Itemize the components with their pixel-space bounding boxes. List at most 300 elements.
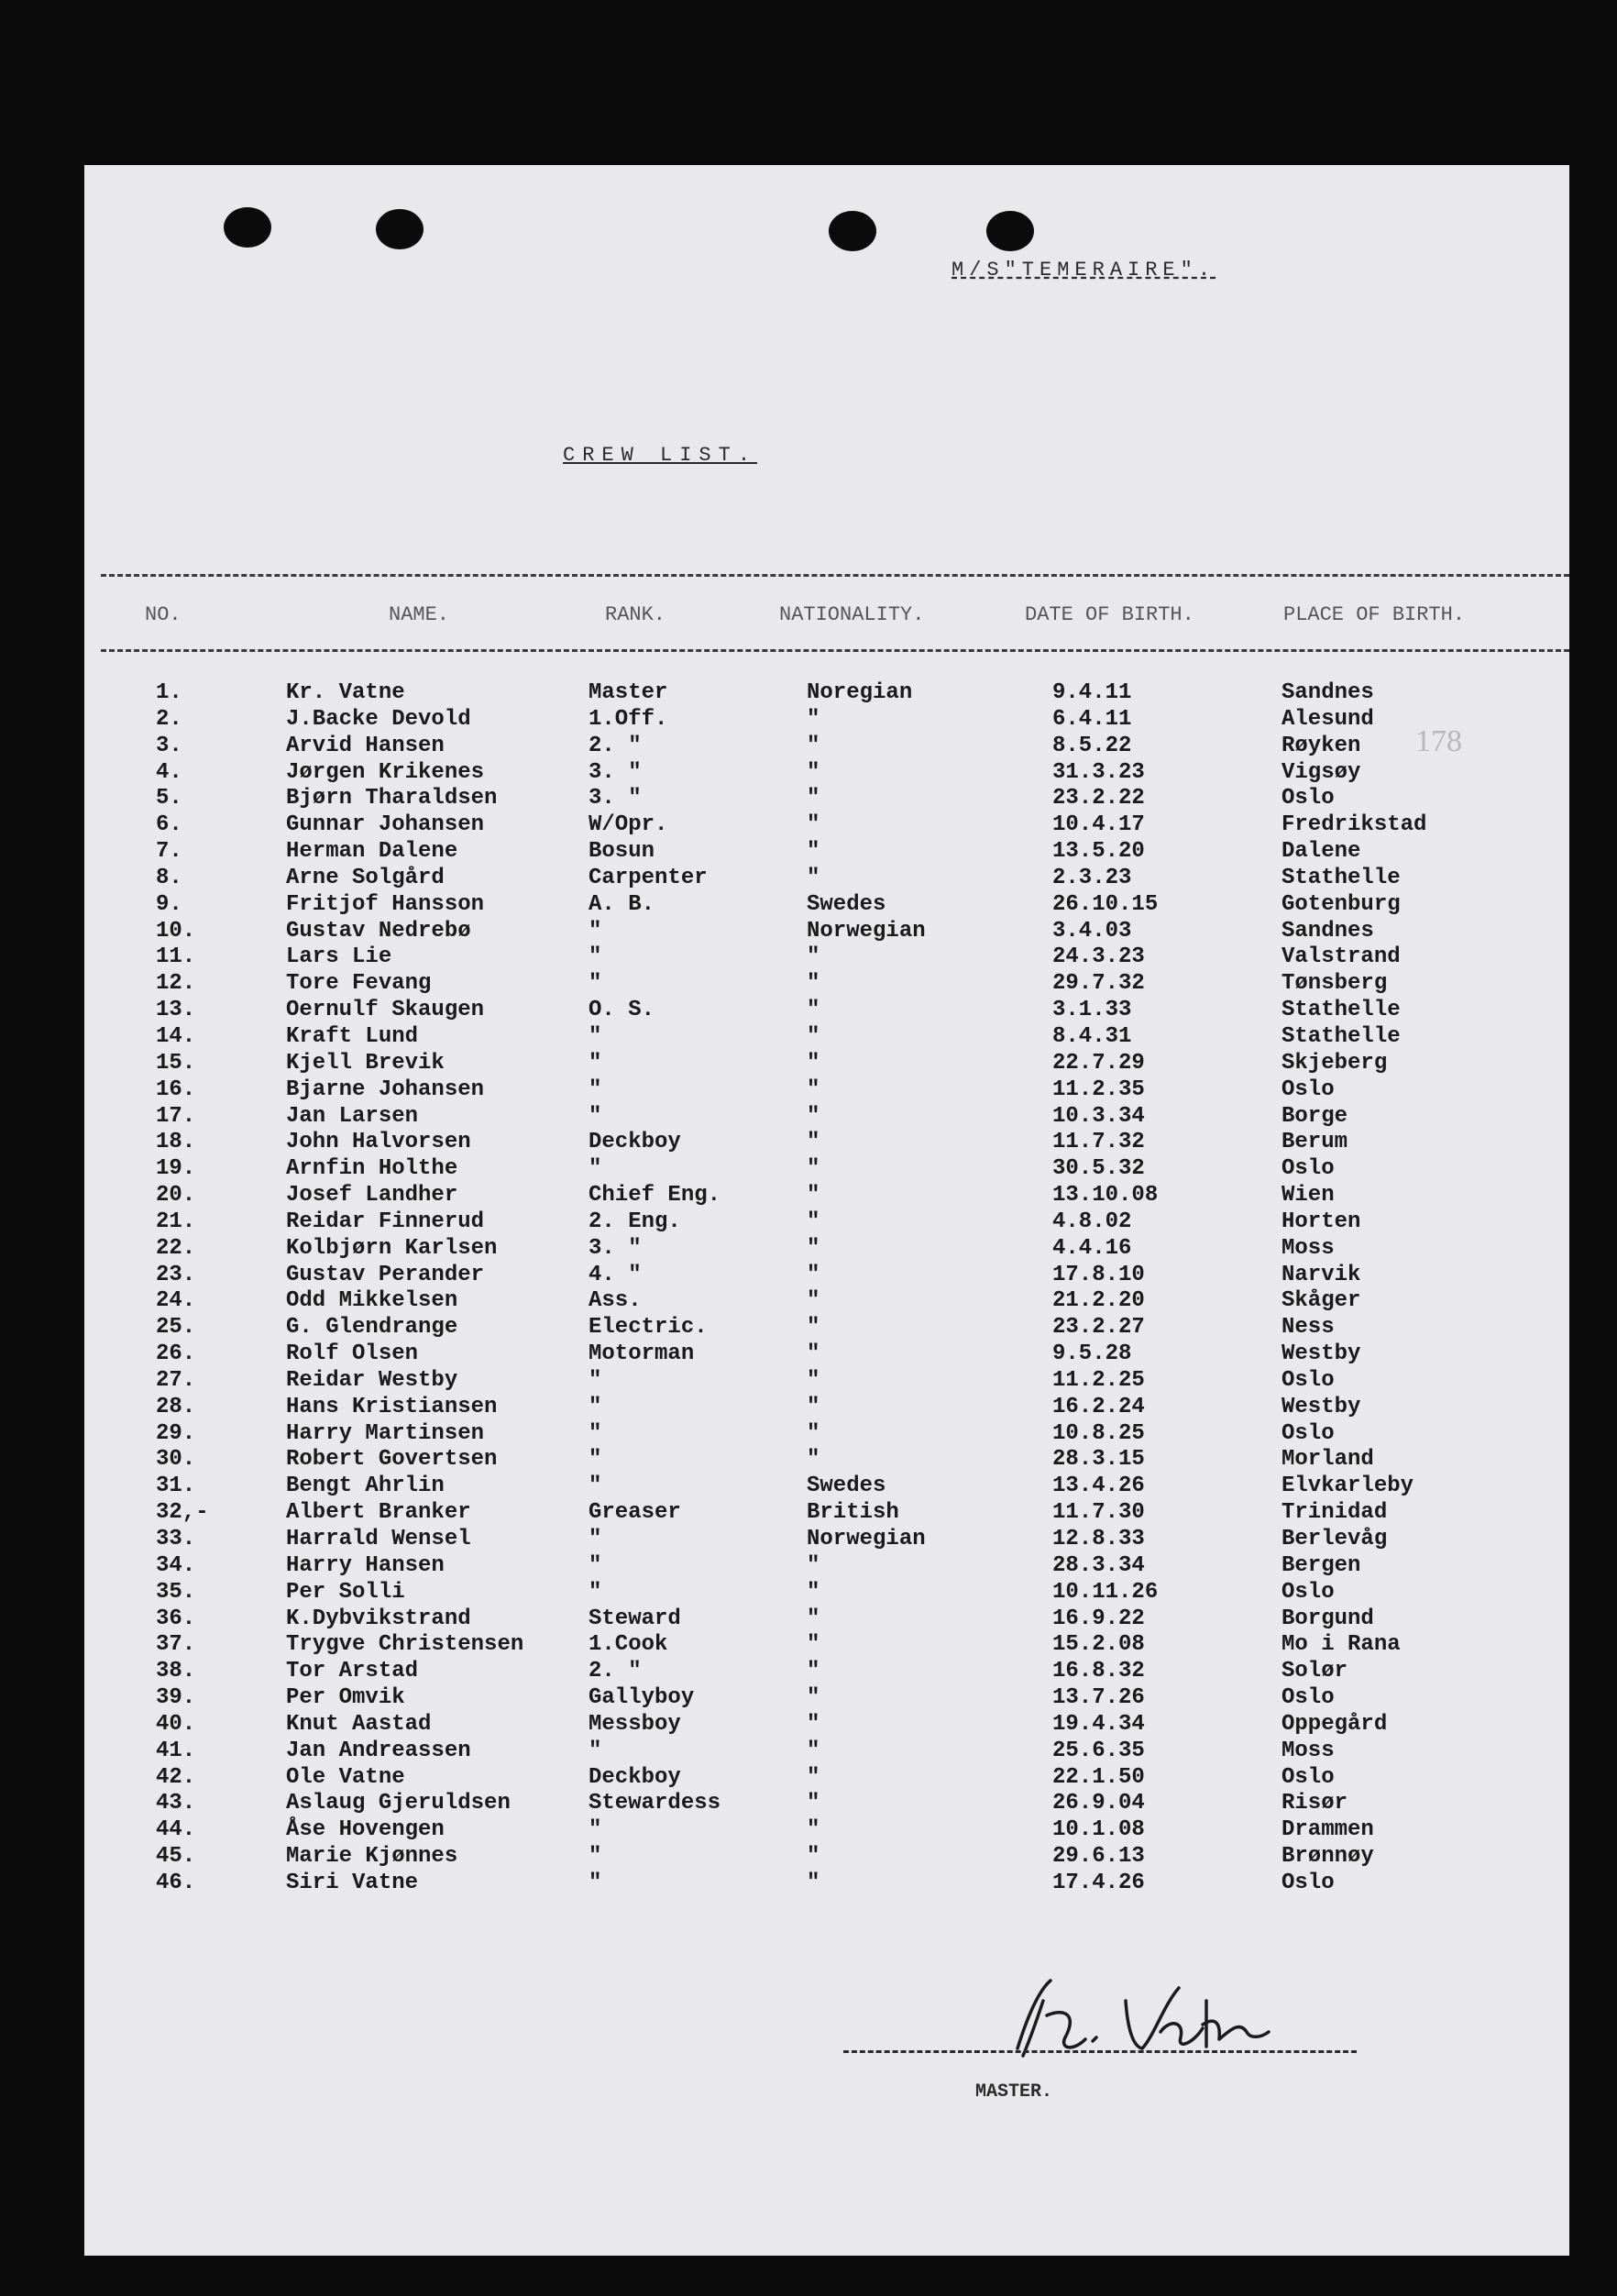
crew-rank: 4. "	[588, 1262, 642, 1287]
crew-pob: Oslo	[1282, 1076, 1335, 1102]
crew-pob: Oslo	[1282, 1156, 1335, 1182]
crew-dob: 12.8.33	[1052, 1527, 1145, 1551]
crew-pob: Skåger	[1282, 1288, 1361, 1314]
crew-name: Aslaug Gjeruldsen	[286, 1791, 511, 1816]
crew-nationality: "	[807, 1791, 820, 1816]
crew-rank: "	[588, 1103, 602, 1129]
crew-no: 22.	[156, 1235, 196, 1261]
crew-rank: "	[588, 1023, 602, 1049]
crew-no: 35.	[156, 1579, 196, 1605]
crew-rank: "	[588, 1738, 602, 1763]
crew-no: 7.	[156, 839, 182, 865]
crew-no: 38.	[156, 1659, 196, 1684]
crew-rank: "	[588, 918, 602, 944]
crew-rank: 3. "	[588, 1235, 642, 1261]
crew-pob: Ness	[1282, 1315, 1335, 1341]
crew-dob: 16.9.22	[1052, 1606, 1145, 1631]
crew-name: Jan Andreassen	[286, 1738, 471, 1763]
crew-no: 14.	[156, 1023, 196, 1049]
crew-rank: Bosun	[588, 839, 655, 865]
crew-dob: 2.3.23	[1052, 865, 1132, 890]
crew-name: Åse Hovengen	[286, 1817, 445, 1843]
crew-no: 9.	[156, 891, 182, 917]
crew-no: 27.	[156, 1367, 196, 1393]
crew-pob: Røyken	[1282, 733, 1361, 758]
table-row	[0, 1712, 1617, 1739]
crew-name: Jørgen Krikenes	[286, 759, 485, 785]
crew-dob: 11.2.35	[1052, 1076, 1145, 1102]
crew-dob: 10.8.25	[1052, 1420, 1145, 1446]
table-row	[0, 1130, 1617, 1156]
crew-no: 16.	[156, 1076, 196, 1102]
crew-no: 1.	[156, 680, 182, 705]
crew-dob: 25.6.35	[1052, 1738, 1145, 1763]
crew-name: Gustav Nedrebø	[286, 918, 471, 944]
signature-label: MASTER.	[975, 2081, 1053, 2103]
crew-dob: 13.7.26	[1052, 1685, 1145, 1711]
crew-rank: 2. "	[588, 733, 642, 758]
crew-dob: 4.8.02	[1052, 1209, 1132, 1234]
table-row	[0, 1447, 1617, 1474]
punch-hole	[224, 207, 271, 248]
crew-nationality: "	[807, 1738, 820, 1763]
crew-dob: 29.7.32	[1052, 971, 1145, 997]
crew-pob: Risør	[1282, 1791, 1348, 1816]
crew-rank: "	[588, 1050, 602, 1076]
crew-pob: Berum	[1282, 1130, 1348, 1155]
crew-pob: Drammen	[1282, 1817, 1374, 1843]
table-row	[0, 866, 1617, 892]
crew-dob: 31.3.23	[1052, 759, 1145, 785]
crew-nationality: "	[807, 839, 820, 865]
header-divider-top	[101, 574, 1569, 577]
table-row	[0, 1288, 1617, 1315]
crew-dob: 26.10.15	[1052, 891, 1159, 917]
crew-no: 17.	[156, 1103, 196, 1129]
crew-rank: "	[588, 1474, 602, 1499]
crew-name: Siri Vatne	[286, 1870, 419, 1895]
crew-rank: 1.Cook	[588, 1632, 668, 1658]
crew-dob: 16.2.24	[1052, 1394, 1145, 1419]
crew-nationality: "	[807, 812, 820, 838]
table-row	[0, 1500, 1617, 1527]
crew-rank: "	[588, 1870, 602, 1895]
crew-dob: 10.11.26	[1052, 1579, 1159, 1605]
crew-rank: "	[588, 1527, 602, 1551]
crew-pob: Oslo	[1282, 1764, 1335, 1790]
crew-no: 40.	[156, 1711, 196, 1737]
crew-rank: "	[588, 1844, 602, 1870]
crew-dob: 3.1.33	[1052, 998, 1132, 1023]
crew-nationality: "	[807, 1659, 820, 1684]
crew-no: 42.	[156, 1764, 196, 1790]
table-row	[0, 1341, 1617, 1368]
crew-dob: 28.3.15	[1052, 1447, 1145, 1473]
crew-nationality: "	[807, 998, 820, 1023]
crew-dob: 9.4.11	[1052, 680, 1132, 705]
crew-rank: Motorman	[588, 1341, 695, 1367]
crew-pob: Borge	[1282, 1103, 1348, 1129]
crew-rank: 1.Off.	[588, 706, 668, 732]
crew-nationality: "	[807, 971, 820, 997]
table-row	[0, 944, 1617, 971]
crew-no: 36.	[156, 1606, 196, 1631]
crew-rank: W/Opr.	[588, 812, 668, 838]
crew-dob: 8.5.22	[1052, 733, 1132, 758]
crew-rank: Master	[588, 680, 668, 705]
crew-no: 24.	[156, 1288, 196, 1314]
crew-name: Reidar Finnerud	[286, 1209, 485, 1234]
crew-pob: Fredrikstad	[1282, 812, 1427, 838]
crew-nationality: "	[807, 1844, 820, 1870]
crew-dob: 16.8.32	[1052, 1659, 1145, 1684]
crew-nationality: "	[807, 1579, 820, 1605]
crew-nationality: "	[807, 1076, 820, 1102]
table-row	[0, 1580, 1617, 1606]
crew-nationality: "	[807, 1209, 820, 1234]
crew-rank: Carpenter	[588, 865, 708, 890]
crew-rank: "	[588, 1367, 602, 1393]
margin-page-number: 178	[1415, 724, 1462, 758]
table-row	[0, 1659, 1617, 1685]
crew-nationality: Norwegian	[807, 918, 926, 944]
crew-pob: Oslo	[1282, 1579, 1335, 1605]
crew-dob: 4.4.16	[1052, 1235, 1132, 1261]
crew-rank: 3. "	[588, 759, 642, 785]
crew-dob: 29.6.13	[1052, 1844, 1145, 1870]
crew-nationality: "	[807, 1367, 820, 1393]
crew-name: John Halvorsen	[286, 1130, 471, 1155]
crew-dob: 10.4.17	[1052, 812, 1145, 838]
table-row	[0, 1553, 1617, 1580]
crew-rank: "	[588, 1447, 602, 1473]
crew-no: 4.	[156, 759, 182, 785]
crew-name: Ole Vatne	[286, 1764, 405, 1790]
crew-dob: 13.10.08	[1052, 1183, 1159, 1209]
crew-pob: Alesund	[1282, 706, 1374, 732]
crew-pob: Morland	[1282, 1447, 1374, 1473]
punch-hole	[986, 211, 1034, 251]
crew-name: Bjørn Tharaldsen	[286, 786, 498, 811]
crew-nationality: "	[807, 1156, 820, 1182]
table-row	[0, 1263, 1617, 1289]
crew-no: 12.	[156, 971, 196, 997]
crew-nationality: "	[807, 1288, 820, 1314]
ship-name: M/S"TEMERAIRE".	[952, 259, 1216, 281]
crew-nationality: "	[807, 706, 820, 732]
crew-dob: 9.5.28	[1052, 1341, 1132, 1367]
crew-no: 23.	[156, 1262, 196, 1287]
table-row	[0, 892, 1617, 919]
crew-dob: 8.4.31	[1052, 1023, 1132, 1049]
crew-nationality: "	[807, 759, 820, 785]
crew-nationality: "	[807, 1420, 820, 1446]
table-row	[0, 1209, 1617, 1236]
punch-hole	[829, 211, 876, 251]
crew-name: Herman Dalene	[286, 839, 458, 865]
crew-no: 18.	[156, 1130, 196, 1155]
crew-nationality: "	[807, 1870, 820, 1895]
crew-nationality: "	[807, 1447, 820, 1473]
crew-dob: 28.3.34	[1052, 1552, 1145, 1578]
crew-rank: "	[588, 944, 602, 970]
crew-dob: 11.7.32	[1052, 1130, 1145, 1155]
crew-rank: Steward	[588, 1606, 681, 1631]
crew-no: 33.	[156, 1527, 196, 1551]
crew-rank: Deckboy	[588, 1130, 681, 1155]
crew-pob: Tønsberg	[1282, 971, 1388, 997]
crew-dob: 11.2.25	[1052, 1367, 1145, 1393]
crew-rank: "	[588, 971, 602, 997]
crew-dob: 30.5.32	[1052, 1156, 1145, 1182]
table-row	[0, 1685, 1617, 1712]
crew-dob: 10.1.08	[1052, 1817, 1145, 1843]
crew-rank: Chief Eng.	[588, 1183, 721, 1209]
crew-nationality: "	[807, 786, 820, 811]
crew-pob: Westby	[1282, 1394, 1361, 1419]
crew-rank: Messboy	[588, 1711, 681, 1737]
crew-no: 28.	[156, 1394, 196, 1419]
table-row	[0, 1871, 1617, 1897]
crew-pob: Oslo	[1282, 1420, 1335, 1446]
crew-dob: 15.2.08	[1052, 1632, 1145, 1658]
table-row	[0, 1395, 1617, 1421]
crew-pob: Trinidad	[1282, 1500, 1388, 1526]
crew-name: Lars Lie	[286, 944, 392, 970]
crew-name: Per Solli	[286, 1579, 405, 1605]
crew-rank: 2. Eng.	[588, 1209, 681, 1234]
crew-name: Per Omvik	[286, 1685, 405, 1711]
table-row	[0, 1817, 1617, 1844]
crew-no: 8.	[156, 865, 182, 890]
crew-pob: Oslo	[1282, 1685, 1335, 1711]
header-name: NAME.	[389, 603, 450, 626]
table-row	[0, 786, 1617, 812]
header-nationality: NATIONALITY.	[779, 603, 925, 626]
crew-pob: Mo i Rana	[1282, 1632, 1401, 1658]
crew-name: Trygve Christensen	[286, 1632, 524, 1658]
crew-name: Marie Kjønnes	[286, 1844, 458, 1870]
crew-rank: Ass.	[588, 1288, 642, 1314]
crew-no: 32,-	[156, 1500, 209, 1526]
crew-no: 2.	[156, 706, 182, 732]
table-row	[0, 1421, 1617, 1448]
crew-no: 29.	[156, 1420, 196, 1446]
crew-rank: Deckboy	[588, 1764, 681, 1790]
crew-dob: 13.5.20	[1052, 839, 1145, 865]
crew-name: Hans Kristiansen	[286, 1394, 498, 1419]
crew-rank: Greaser	[588, 1500, 681, 1526]
crew-rank: Stewardess	[588, 1791, 721, 1816]
crew-name: Kraft Lund	[286, 1023, 419, 1049]
header-rank: RANK.	[605, 603, 666, 626]
crew-no: 21.	[156, 1209, 196, 1234]
crew-rank: "	[588, 1394, 602, 1419]
crew-no: 39.	[156, 1685, 196, 1711]
crew-name: Tore Fevang	[286, 971, 432, 997]
crew-table	[0, 680, 1617, 1897]
crew-no: 31.	[156, 1474, 196, 1499]
crew-pob: Stathelle	[1282, 998, 1401, 1023]
crew-no: 34.	[156, 1552, 196, 1578]
crew-nationality: Swedes	[807, 891, 886, 917]
crew-dob: 17.8.10	[1052, 1262, 1145, 1287]
crew-pob: Berlevåg	[1282, 1527, 1388, 1551]
table-row	[0, 1024, 1617, 1051]
crew-nationality: Swedes	[807, 1474, 886, 1499]
table-row	[0, 1739, 1617, 1765]
table-row	[0, 1236, 1617, 1263]
crew-pob: Gotenburg	[1282, 891, 1401, 917]
crew-no: 41.	[156, 1738, 196, 1763]
crew-pob: Solør	[1282, 1659, 1348, 1684]
crew-no: 30.	[156, 1447, 196, 1473]
table-row	[0, 1791, 1617, 1817]
crew-nationality: "	[807, 1183, 820, 1209]
header-divider-bottom	[101, 649, 1569, 652]
crew-pob: Borgund	[1282, 1606, 1374, 1631]
crew-pob: Oppegård	[1282, 1711, 1388, 1737]
crew-name: Tor Arstad	[286, 1659, 419, 1684]
crew-dob: 23.2.22	[1052, 786, 1145, 811]
table-row	[0, 998, 1617, 1024]
crew-pob: Elvkarleby	[1282, 1474, 1414, 1499]
crew-dob: 11.7.30	[1052, 1500, 1145, 1526]
crew-rank: 3. "	[588, 786, 642, 811]
crew-name: Rolf Olsen	[286, 1341, 419, 1367]
header-no: NO.	[145, 603, 182, 626]
crew-nationality: "	[807, 1711, 820, 1737]
crew-pob: Sandnes	[1282, 918, 1374, 944]
crew-name: Robert Govertsen	[286, 1447, 498, 1473]
table-row	[0, 812, 1617, 839]
crew-nationality: "	[807, 1685, 820, 1711]
crew-no: 26.	[156, 1341, 196, 1367]
table-row	[0, 919, 1617, 945]
crew-nationality: "	[807, 944, 820, 970]
crew-nationality: "	[807, 1632, 820, 1658]
crew-name: Oernulf Skaugen	[286, 998, 485, 1023]
crew-name: Bengt Ahrlin	[286, 1474, 445, 1499]
table-row	[0, 1474, 1617, 1500]
crew-rank: O. S.	[588, 998, 655, 1023]
crew-name: K.Dybvikstrand	[286, 1606, 471, 1631]
crew-rank: Gallyboy	[588, 1685, 695, 1711]
table-row	[0, 1315, 1617, 1341]
crew-dob: 6.4.11	[1052, 706, 1132, 732]
crew-nationality: Norwegian	[807, 1527, 926, 1551]
crew-nationality: "	[807, 1262, 820, 1287]
crew-no: 25.	[156, 1315, 196, 1341]
crew-no: 45.	[156, 1844, 196, 1870]
crew-no: 13.	[156, 998, 196, 1023]
table-row	[0, 1765, 1617, 1792]
crew-rank: "	[588, 1579, 602, 1605]
crew-dob: 3.4.03	[1052, 918, 1132, 944]
crew-no: 10.	[156, 918, 196, 944]
crew-no: 3.	[156, 733, 182, 758]
crew-pob: Oslo	[1282, 1367, 1335, 1393]
crew-name: Bjarne Johansen	[286, 1076, 485, 1102]
table-row	[0, 707, 1617, 734]
crew-pob: Westby	[1282, 1341, 1361, 1367]
crew-nationality: "	[807, 865, 820, 890]
crew-dob: 21.2.20	[1052, 1288, 1145, 1314]
crew-nationality: "	[807, 1394, 820, 1419]
table-row	[0, 1077, 1617, 1104]
crew-pob: Dalene	[1282, 839, 1361, 865]
crew-no: 43.	[156, 1791, 196, 1816]
crew-pob: Wien	[1282, 1183, 1335, 1209]
crew-dob: 23.2.27	[1052, 1315, 1145, 1341]
crew-no: 6.	[156, 812, 182, 838]
table-row	[0, 1527, 1617, 1553]
crew-pob: Oslo	[1282, 786, 1335, 811]
crew-dob: 10.3.34	[1052, 1103, 1145, 1129]
crew-nationality: "	[807, 1315, 820, 1341]
crew-rank: 2. "	[588, 1659, 642, 1684]
table-row	[0, 1051, 1617, 1077]
crew-nationality: "	[807, 1764, 820, 1790]
crew-name: Gunnar Johansen	[286, 812, 485, 838]
crew-pob: Moss	[1282, 1738, 1335, 1763]
crew-nationality: Noregian	[807, 680, 913, 705]
crew-pob: Moss	[1282, 1235, 1335, 1261]
table-row	[0, 734, 1617, 760]
crew-name: Jan Larsen	[286, 1103, 419, 1129]
crew-pob: Vigsøy	[1282, 759, 1361, 785]
crew-name: Harrald Wensel	[286, 1527, 471, 1551]
crew-nationality: "	[807, 1235, 820, 1261]
crew-rank: "	[588, 1817, 602, 1843]
crew-name: Gustav Perander	[286, 1262, 485, 1287]
crew-rank: A. B.	[588, 891, 655, 917]
crew-dob: 24.3.23	[1052, 944, 1145, 970]
punch-hole	[376, 209, 424, 249]
crew-dob: 13.4.26	[1052, 1474, 1145, 1499]
table-row	[0, 680, 1617, 707]
table-row	[0, 1104, 1617, 1131]
header-dob: DATE OF BIRTH.	[1025, 603, 1194, 626]
crew-nationality: "	[807, 1130, 820, 1155]
table-row	[0, 971, 1617, 998]
crew-rank: Electric.	[588, 1315, 708, 1341]
crew-name: Josef Landher	[286, 1183, 458, 1209]
table-row	[0, 1156, 1617, 1183]
crew-nationality: "	[807, 733, 820, 758]
crew-no: 46.	[156, 1870, 196, 1895]
crew-nationality: "	[807, 1341, 820, 1367]
table-row	[0, 1183, 1617, 1209]
crew-name: Knut Aastad	[286, 1711, 432, 1737]
crew-nationality: "	[807, 1817, 820, 1843]
table-row	[0, 1844, 1617, 1871]
crew-dob: 22.7.29	[1052, 1050, 1145, 1076]
crew-name: Harry Martinsen	[286, 1420, 485, 1446]
crew-nationality: "	[807, 1606, 820, 1631]
table-row	[0, 1368, 1617, 1395]
crew-pob: Horten	[1282, 1209, 1361, 1234]
crew-pob: Oslo	[1282, 1870, 1335, 1895]
crew-pob: Stathelle	[1282, 865, 1401, 890]
crew-nationality: British	[807, 1500, 899, 1526]
crew-name: Kjell Brevik	[286, 1050, 445, 1076]
crew-name: Fritjof Hansson	[286, 891, 485, 917]
crew-pob: Stathelle	[1282, 1023, 1401, 1049]
crew-pob: Brønnøy	[1282, 1844, 1374, 1870]
crew-pob: Valstrand	[1282, 944, 1401, 970]
signature-line	[843, 2050, 1357, 2053]
